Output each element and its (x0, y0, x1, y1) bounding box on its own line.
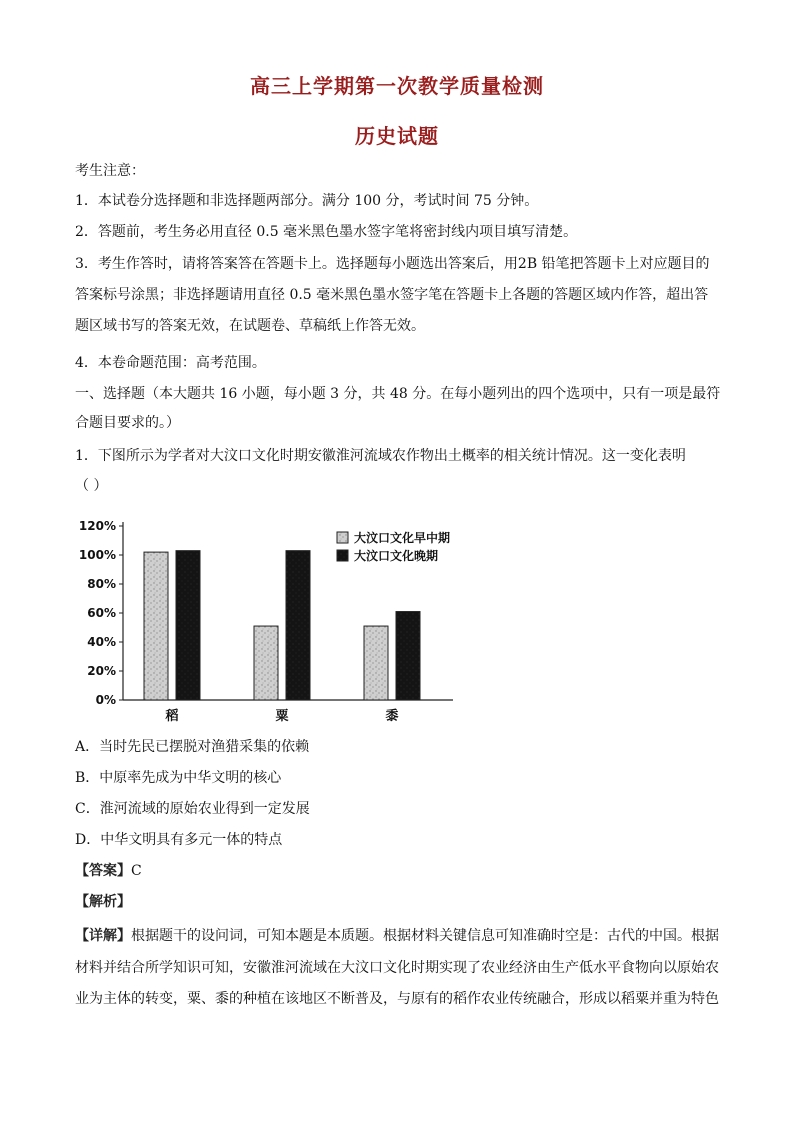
bars (144, 551, 420, 700)
bar-chart (75, 510, 475, 725)
x-tick-label: 粟 (275, 709, 289, 724)
option-c: C．淮河流域的原始农业得到一定发展 (75, 801, 310, 817)
y-tick-label: 20% (87, 664, 116, 678)
section-heading: 一、选择题（本大题共 16 小题，每小题 3 分，共 48 分。在每小题列出的四个选项中，只有一项是最符 (75, 386, 721, 402)
answer-bracket: （ ） (75, 478, 108, 494)
question-stem: 1．下图所示为学者对大汶口文化时期安徽淮河流域农作物出土概率的相关统计情况。这一变化表明 (75, 448, 686, 464)
legend (337, 530, 450, 563)
detail-line-3: 业为主体的转变，粟、黍的种植在该地区不断普及，与原有的稻作农业传统融合，形成以稻粟并重为特色 (75, 991, 719, 1007)
detail-tag: 【详解】 (75, 928, 131, 944)
option-b: B．中原率先成为中华文明的核心 (75, 770, 282, 786)
answer-value: C (131, 863, 142, 879)
legend-swatch (337, 550, 348, 561)
bar-late-3 (396, 612, 420, 700)
notice-item-3-cont2: 题区域书写的答案无效，在试题卷、草稿纸上作答无效。 (75, 318, 425, 334)
bar-late-1 (176, 551, 200, 700)
notice-item-4: 4．本卷命题范围：高考范围。 (75, 355, 266, 371)
y-tick-label: 120% (78, 519, 116, 533)
page-subtitle: 历史试题 (355, 124, 439, 148)
notice-item-3: 3．考生作答时，请将答案答在答题卡上。选择题每小题选出答案后，用2B 铅笔把答题卡上对应题目的 (75, 256, 710, 272)
y-tick-label: 40% (87, 635, 116, 649)
legend-label: 大汶口文化早中期 (354, 531, 451, 545)
section-heading-cont: 合题目要求的。） (75, 415, 180, 431)
detail-text-1: 根据题干的设问词，可知本题是本质题。根据材料关键信息可知准确时空是：古代的中国。根据 (131, 928, 719, 944)
page-title: 高三上学期第一次教学质量检测 (250, 74, 544, 98)
y-tick-label: 60% (87, 606, 116, 620)
x-axis-labels (164, 708, 398, 724)
detail-line-1 (75, 926, 735, 946)
notice-item-3-cont: 答案标号涂黑；非选择题请用直径 0.5 毫米黑色墨水签字笔在答题卡上各题的答题区域内作答，超出答 (75, 287, 709, 303)
y-tick-label: 0% (95, 693, 116, 707)
x-tick-label: 黍 (385, 709, 399, 724)
y-tick-label: 100% (78, 548, 116, 562)
analysis-label (75, 892, 735, 912)
bar-early-2 (254, 626, 278, 700)
legend-swatch (337, 532, 348, 543)
option-a: A．当时先民已摆脱对渔猎采集的依赖 (75, 739, 310, 755)
bar-early-3 (364, 626, 388, 700)
notice-heading: 考生注意： (75, 163, 145, 179)
notice-item-2: 2．答题前，考生务必用直径 0.5 毫米黑色墨水签字笔将密封线内项目填写清楚。 (75, 224, 578, 240)
y-tick-label: 80% (87, 577, 116, 591)
bar-late-2 (286, 551, 310, 700)
legend-label: 大汶口文化晚期 (354, 549, 439, 563)
bar-early-1 (144, 552, 168, 700)
x-tick-label: 稻 (165, 709, 179, 724)
option-d: D．中华文明具有多元一体的特点 (75, 832, 283, 848)
answer-label: 【答案】 (75, 863, 131, 879)
answer-line (75, 861, 735, 881)
notice-item-1: 1．本试卷分选择题和非选择题两部分。满分 100 分，考试时间 75 分钟。 (75, 193, 539, 209)
detail-line-2: 材料并结合所学知识可知，安徽淮河流域在大汶口文化时期实现了农业经济由生产低水平食物向以原始农 (75, 960, 719, 976)
analysis-tag: 【解析】 (75, 894, 131, 910)
